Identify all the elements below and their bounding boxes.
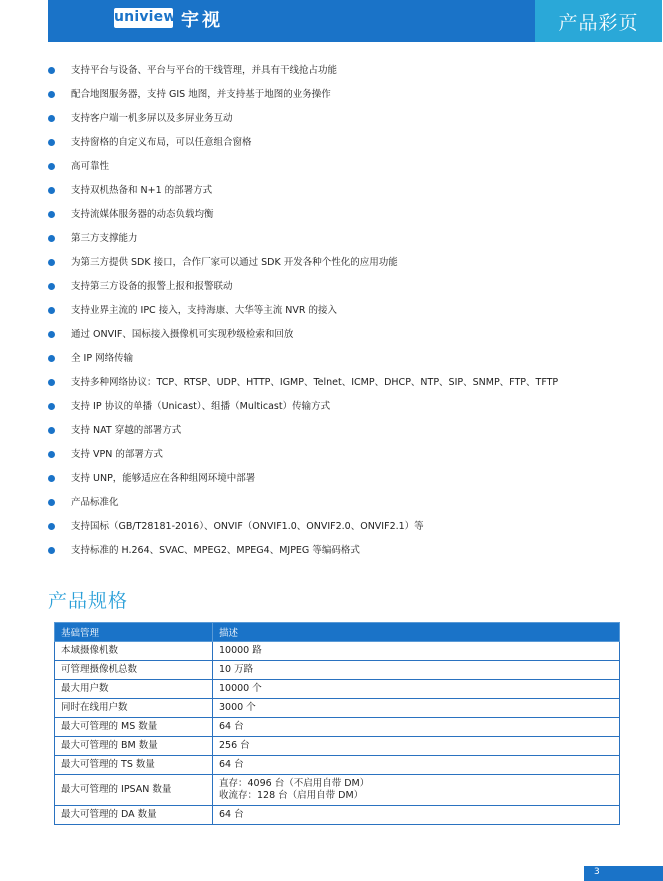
feature-text: 第三方支撑能力 [71,233,138,244]
feature-text: 支持窗格的自定义布局，可以任意组合窗格 [71,137,252,148]
bullet-icon [48,67,55,74]
spec-value-line: 直存：4096 台（不启用自带 DM） [219,778,370,789]
header-tab-label: 产品彩页 [558,12,639,34]
spec-value: 10000 路 [213,642,620,661]
feature-text: 支持 NAT 穿越的部署方式 [71,425,182,436]
bullet-icon [48,163,55,170]
bullet-icon [48,331,55,338]
feature-text: 支持业界主流的 IPC 接入，支持海康、大华等主流 NVR 的接入 [71,305,337,316]
bullet-icon [48,499,55,506]
feature-text: 支持平台与设备、平台与平台的干线管理，并具有干线抢占功能 [71,65,338,76]
feature-text: 支持 VPN 的部署方式 [71,449,163,460]
spec-value: 10000 个 [213,680,620,699]
uniview-logo [114,8,177,28]
feature-text: 全 IP 网络传输 [71,353,134,364]
spec-name: 本域摄像机数 [55,642,213,661]
table-row [55,718,620,737]
spec-value: 256 台 [213,737,620,756]
page-number-badge [584,866,663,881]
spec-value: 10 万路 [213,661,620,680]
feature-text: 支持多种网络协议：TCP、RTSP、UDP、HTTP、IGMP、Telnet、ICMP、DHCP、NTP、SIP、SNMP、FTP、TFTP [71,377,559,388]
bullet-icon [48,307,55,314]
spec-name: 同时在线用户数 [55,699,213,718]
feature-text: 支持 IP 协议的单播（Unicast）、组播（Multicast）传输方式 [71,401,331,412]
header-tab [535,0,662,42]
feature-text: 为第三方提供 SDK 接口，合作厂家可以通过 SDK 开发各种个性化的应用功能 [71,257,398,268]
table-row [55,661,620,680]
header-bar [48,0,639,42]
table-header-row [55,623,620,642]
table-row [55,737,620,756]
bullet-icon [48,451,55,458]
bullet-icon [48,211,55,218]
feature-text: 支持流媒体服务器的动态负载均衡 [71,209,214,220]
spec-value-line: 收流存：128 台（启用自带 DM） [219,790,364,801]
spec-name: 最大可管理的 TS 数量 [55,756,213,775]
feature-text: 通过 ONVIF、国标接入摄像机可实现秒级检索和回放 [71,329,294,340]
spec-name: 最大可管理的 BM 数量 [55,737,213,756]
bullet-icon [48,235,55,242]
bullet-icon [48,379,55,386]
bullet-icon [48,355,55,362]
spec-value-multi [213,775,620,806]
logo-chinese: 宇视 [181,10,223,31]
spec-value: 64 台 [213,718,620,737]
bullet-icon [48,427,55,434]
page-number: 3 [594,867,600,877]
table-row [55,642,620,661]
spec-name: 最大用户数 [55,680,213,699]
spec-name: 最大可管理的 IPSAN 数量 [55,775,213,806]
feature-text: 支持第三方设备的报警上报和报警联动 [71,281,233,292]
bullet-icon [48,547,55,554]
bullet-icon [48,475,55,482]
feature-text: 高可靠性 [71,161,110,172]
bullet-icon [48,187,55,194]
bullet-icon [48,91,55,98]
header-cell-description: 描述 [213,623,620,642]
table-row [55,775,620,806]
feature-text: 支持 UNP，能够适应在各种组网环境中部署 [71,473,256,484]
header-cell-category: 基础管理 [55,623,213,642]
spec-table [54,622,620,825]
spec-value: 3000 个 [213,699,620,718]
feature-text: 支持客户端一机多屏以及多屏业务互动 [71,113,233,124]
bullet-icon [48,403,55,410]
bullet-icon [48,283,55,290]
spec-name: 可管理摄像机总数 [55,661,213,680]
table-row [55,756,620,775]
feature-text: 产品标准化 [71,497,119,508]
feature-text: 支持国标（GB/T28181-2016）、ONVIF（ONVIF1.0、ONVIF2.0、ONVIF2.1）等 [71,521,424,532]
section-title-specs: 产品规格 [48,590,129,612]
spec-value: 64 台 [213,756,620,775]
bullet-icon [48,259,55,266]
table-row [55,699,620,718]
logo-text: uniview [114,9,177,25]
spec-value: 64 台 [213,806,620,825]
table-row [55,806,620,825]
bullet-icon [48,115,55,122]
spec-name: 最大可管理的 DA 数量 [55,806,213,825]
table-row [55,680,620,699]
feature-text: 配合地图服务器，支持 GIS 地图，并支持基于地图的业务操作 [71,89,331,100]
bullet-icon [48,523,55,530]
spec-name: 最大可管理的 MS 数量 [55,718,213,737]
feature-text: 支持标准的 H.264、SVAC、MPEG2、MPEG4、MJPEG 等编码格式 [71,545,360,556]
bullet-icon [48,139,55,146]
feature-text: 支持双机热备和 N+1 的部署方式 [71,185,213,196]
